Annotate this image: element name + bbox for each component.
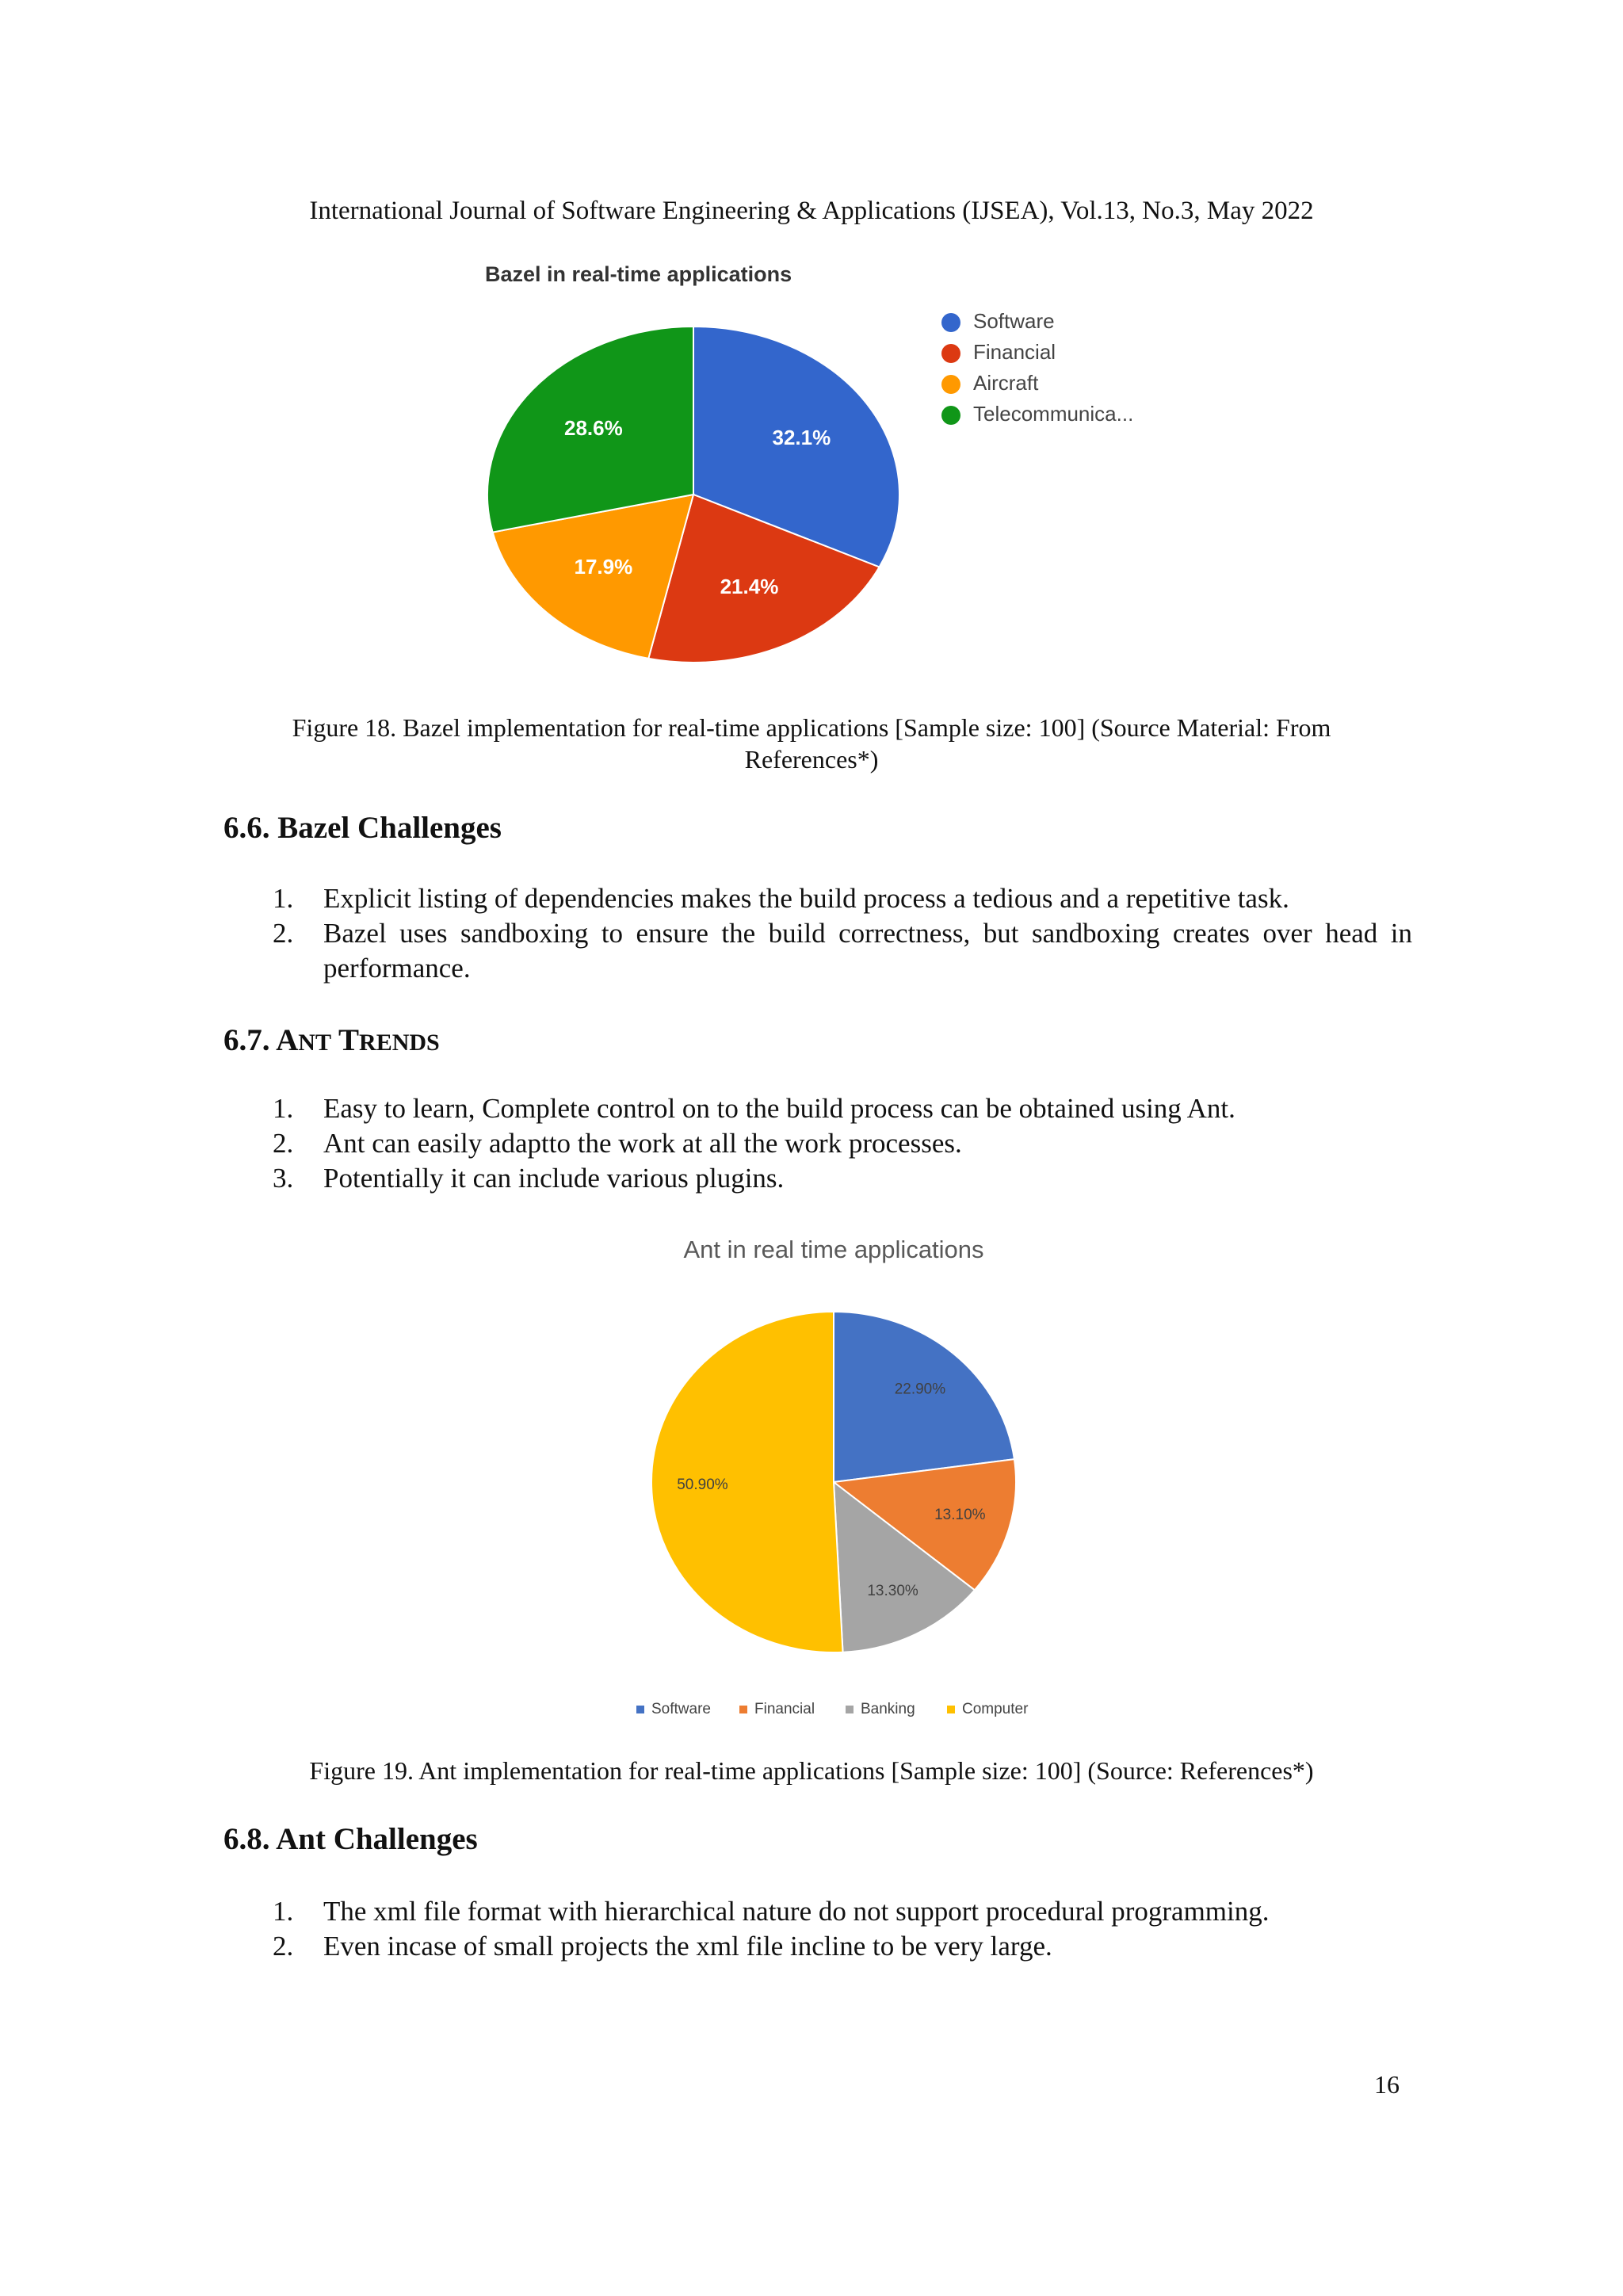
- list-number: 1.: [273, 1896, 294, 1927]
- chart-title: Ant in real time applications: [683, 1236, 984, 1263]
- list-number: 2.: [273, 1128, 294, 1159]
- list-item: [223, 1929, 1412, 1964]
- legend-marker-banking: [846, 1706, 854, 1713]
- legend-label-banking: Banking: [861, 1701, 915, 1718]
- section-6-6-list: [223, 881, 1412, 986]
- list-item: [223, 1091, 1412, 1126]
- list-text: Easy to learn, Complete control on to the build process can be obtained using Ant.: [323, 1093, 1235, 1124]
- legend-label-financial: Financial: [973, 339, 1056, 364]
- data-label-software: 22.90%: [894, 1381, 946, 1398]
- data-label-financial: 13.10%: [934, 1507, 986, 1524]
- figure-18-caption: [238, 712, 1385, 775]
- data-label-telecommunica: 28.6%: [564, 416, 623, 441]
- list-text: Ant can easily adaptto the work at all the work processes.: [323, 1128, 962, 1159]
- list-item: [223, 1894, 1412, 1929]
- list-item: [223, 1126, 1412, 1161]
- figure-18-caption-line1: Figure 18. Bazel implementation for real-time applications [Sample size: 100] (Source Material: From: [292, 713, 1331, 742]
- heading-number: 6.7.: [223, 1023, 270, 1057]
- bazel-pie-chart: [475, 246, 1189, 690]
- list-text: Explicit listing of dependencies makes the build process a tedious and a repetitive task.: [323, 883, 1289, 914]
- ant-pie-chart: [602, 1221, 1078, 1728]
- legend-marker-computer: [947, 1706, 955, 1713]
- list-number: 3.: [273, 1163, 294, 1194]
- legend-marker-financial: [941, 344, 960, 363]
- figure-18-caption-line2: References*): [744, 745, 879, 774]
- section-6-6-heading: 6.6. Bazel Challenges: [223, 811, 502, 845]
- data-label-aircraft: 17.9%: [574, 555, 633, 579]
- data-label-banking: 13.30%: [867, 1583, 918, 1600]
- legend-label-telecommunica: Telecommunica...: [973, 401, 1134, 426]
- list-number: 1.: [273, 883, 294, 914]
- legend-marker-financial: [739, 1706, 747, 1713]
- legend-label-software: Software: [973, 308, 1055, 333]
- legend-marker-software: [941, 313, 960, 332]
- section-6-7-heading: [223, 1022, 440, 1058]
- legend-label-financial: Financial: [754, 1701, 815, 1718]
- heading-word-1: ANT: [276, 1023, 331, 1057]
- list-item: [223, 1161, 1412, 1196]
- page-number: 16: [1374, 2070, 1400, 2099]
- legend-label-software: Software: [651, 1701, 711, 1718]
- section-6-7-list: [223, 1091, 1412, 1196]
- data-label-computer: 50.90%: [677, 1476, 728, 1493]
- data-label-financial: 21.4%: [720, 575, 779, 599]
- list-number: 2.: [273, 1931, 294, 1962]
- figure-19-caption: Figure 19. Ant implementation for real-time applications [Sample size: 100] (Source: References*): [309, 1756, 1314, 1785]
- list-text: Potentially it can include various plugins.: [323, 1163, 785, 1194]
- list-number: 1.: [273, 1093, 294, 1124]
- legend-label-aircraft: Aircraft: [973, 370, 1039, 395]
- list-item: [223, 916, 1412, 986]
- data-label-software: 32.1%: [772, 425, 831, 449]
- list-number: 2.: [273, 918, 294, 949]
- list-text: The xml file format with hierarchical nature do not support procedural programming.: [323, 1896, 1270, 1927]
- legend-marker-telecommunica: [941, 406, 960, 425]
- list-text: Bazel uses sandboxing to ensure the build correctness, but sandboxing creates over head in performance.: [323, 918, 1412, 984]
- heading-word-2: TRENDS: [338, 1023, 440, 1057]
- journal-header: International Journal of Software Engineering & Applications (IJSEA), Vol.13, No.3, May 2022: [309, 197, 1314, 225]
- list-text: Even incase of small projects the xml file incline to be very large.: [323, 1931, 1052, 1962]
- list-item: [223, 881, 1412, 916]
- section-6-8-list: [223, 1894, 1412, 1964]
- legend-marker-software: [636, 1706, 644, 1713]
- section-6-8-heading: 6.8. Ant Challenges: [223, 1822, 478, 1856]
- legend-label-computer: Computer: [962, 1701, 1029, 1718]
- chart-title: Bazel in real-time applications: [485, 262, 792, 286]
- legend-marker-aircraft: [941, 375, 960, 394]
